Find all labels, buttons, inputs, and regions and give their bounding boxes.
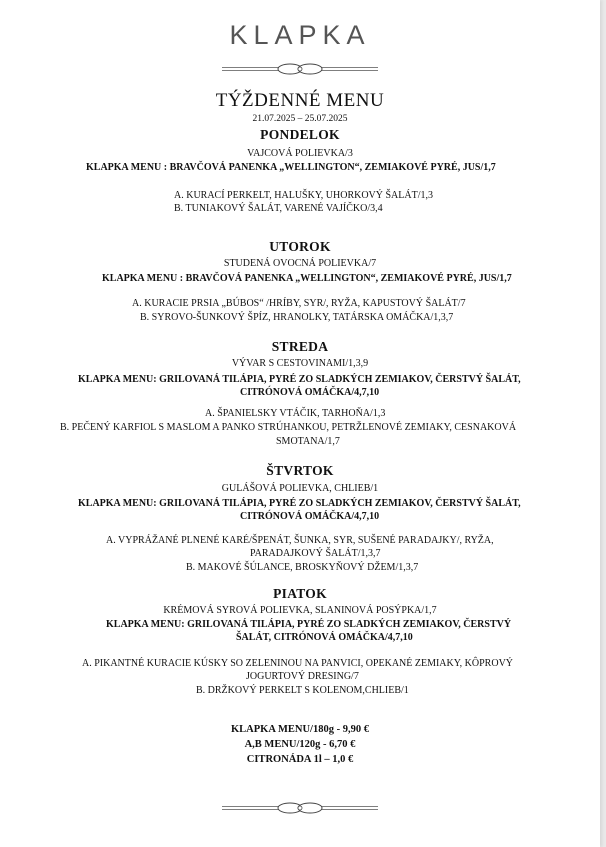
divider-ornament-icon xyxy=(220,801,380,815)
price-lemonade: CITRONÁDA 1l – 1,0 € xyxy=(246,754,354,765)
option-b-monday: B. TUNIAKOVÝ ŠALÁT, VARENÉ VAJÍČKO/3,4 xyxy=(174,203,383,214)
option-b-tuesday: B. SYROVO-ŠUNKOVÝ ŠPÍZ, HRANOLKY, TATÁRSKA OMÁČKA/1,3,7 xyxy=(140,312,454,323)
option-a-friday: A. PIKANTNÉ KURACIE KÚSKY SO ZELENINOU NA PANVICI, OPEKANÉ ZEMIAKY, KÔPROVÝ xyxy=(82,658,514,669)
option-a-tuesday: A. KURACIE PRSIA „BÚBOS“ /HRÍBY, SYR/, RYŽA, KAPUSTOVÝ ŠALÁT/7 xyxy=(132,298,466,309)
date-range: 21.07.2025 – 25.07.2025 xyxy=(252,114,348,124)
price-klapka-menu: KLAPKA MENU/180g - 9,90 € xyxy=(231,724,369,735)
klapka-menu-friday-cont: ŠALÁT, CITRÓNOVÁ OMÁČKA/4,7,10 xyxy=(236,632,413,643)
day-heading-monday: PONDELOK xyxy=(260,127,340,142)
soup-friday: KRÉMOVÁ SYROVÁ POLIEVKA, SLANINOVÁ POSÝPKA/1,7 xyxy=(163,605,437,616)
soup-monday: VAJCOVÁ POLIEVKA/3 xyxy=(247,148,353,159)
day-heading-thursday: ŠTVRTOK xyxy=(266,463,334,478)
klapka-menu-wednesday-cont: CITRÓNOVÁ OMÁČKA/4,7,10 xyxy=(240,387,380,398)
option-a-friday-cont: JOGURTOVÝ DRESING/7 xyxy=(246,671,359,682)
divider-ornament-icon xyxy=(220,62,380,76)
day-heading-friday: PIATOK xyxy=(273,586,327,601)
klapka-menu-thursday-cont: CITRÓNOVÁ OMÁČKA/4,7,10 xyxy=(240,511,380,522)
soup-wednesday: VÝVAR S CESTOVINAMI/1,3,9 xyxy=(231,358,369,369)
option-a-thursday: A. VYPRÁŽANÉ PLNENÉ KARÉ/ŠPENÁT, ŠUNKA, SYR, SUŠENÉ PARADAJKY/, RYŽA, xyxy=(106,535,494,546)
soup-tuesday: STUDENÁ OVOCNÁ POLIEVKA/7 xyxy=(223,258,377,269)
price-ab-menu: A,B MENU/120g - 6,70 € xyxy=(244,739,356,750)
page-title: TÝŽDENNÉ MENU xyxy=(215,90,385,111)
klapka-menu-friday: KLAPKA MENU: GRILOVANÁ TILÁPIA, PYRÉ ZO SLADKÝCH ZEMIAKOV, ČERSTVÝ xyxy=(106,619,512,630)
option-b-wednesday: B. PEČENÝ KARFIOL S MASLOM A PANKO STRÚHANKOU, PETRŽLENOVÉ ZEMIAKY, CESNAKOVÁ xyxy=(60,422,517,433)
option-a-thursday-cont: PARADAJKOVÝ ŠALÁT/1,3,7 xyxy=(250,548,381,559)
option-a-wednesday: A. ŠPANIELSKY VTÁČIK, TARHOŇA/1,3 xyxy=(205,408,386,419)
option-b-thursday: B. MAKOVÉ ŠÚLANCE, BROSKYŇOVÝ DŽEM/1,3,7 xyxy=(186,562,419,573)
klapka-menu-tuesday: KLAPKA MENU : BRAVČOVÁ PANENKA „WELLINGTON“, ZEMIAKOVÉ PYRÉ, JUS/1,7 xyxy=(102,273,512,284)
option-a-monday: A. KURACÍ PERKELT, HALUŠKY, UHORKOVÝ ŠALÁT/1,3 xyxy=(174,190,433,201)
klapka-menu-wednesday: KLAPKA MENU: GRILOVANÁ TILÁPIA, PYRÉ ZO SLADKÝCH ZEMIAKOV, ČERSTVÝ ŠALÁT, xyxy=(78,374,521,385)
soup-thursday: GULÁŠOVÁ POLIEVKA, CHLIEB/1 xyxy=(221,483,379,494)
klapka-menu-monday: KLAPKA MENU : BRAVČOVÁ PANENKA „WELLINGTON“, ZEMIAKOVÉ PYRÉ, JUS/1,7 xyxy=(86,162,496,173)
day-heading-wednesday: STREDA xyxy=(271,339,329,354)
day-heading-tuesday: UTOROK xyxy=(269,239,331,254)
brand-logo: KLAPKA xyxy=(229,20,371,50)
option-b-wednesday-cont: SMOTANA/1,7 xyxy=(276,436,340,447)
klapka-menu-thursday: KLAPKA MENU: GRILOVANÁ TILÁPIA, PYRÉ ZO SLADKÝCH ZEMIAKOV, ČERSTVÝ ŠALÁT, xyxy=(78,498,521,509)
option-b-friday: B. DRŽKOVÝ PERKELT S KOLENOM,CHLIEB/1 xyxy=(196,685,409,696)
